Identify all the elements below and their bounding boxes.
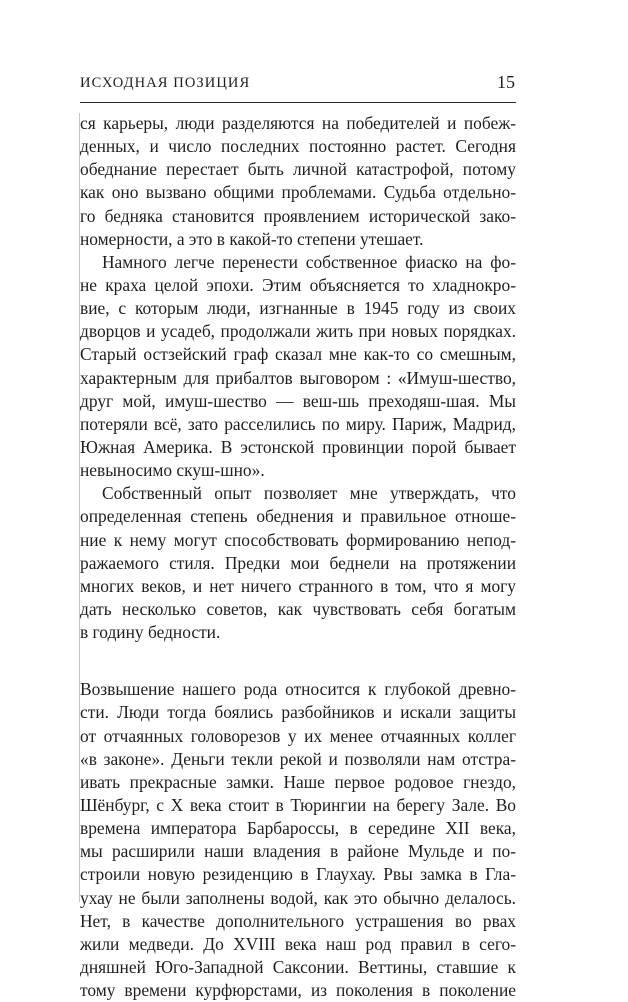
- text-line: номерности, а это в какой-то степени утешает.: [80, 228, 424, 249]
- text-line: не краха целой эпохи. Этим объясняется то хладнокро-: [80, 274, 516, 295]
- text-line: ние к нему могут способствовать формированию непод-: [80, 529, 516, 550]
- text-line: ивать прекрасные замки. Наше первое родовое гнездо,: [80, 771, 516, 792]
- text-line: денных, и число последних постоянно растет. Сегодня: [80, 136, 516, 157]
- text-line: как оно вызвано общими проблемами. Судьба отдельно-: [80, 182, 516, 203]
- text-line: характерным для прибалтов выговором : «Имуш-шество,: [80, 367, 516, 388]
- text-line: дняшней Юго-Западной Саксонии. Веттины, ставшие к: [80, 956, 516, 977]
- text-line: ухау не были заполнены водой, как это обычно делалось.: [80, 887, 516, 908]
- text-line: сти. Люди тогда боялись разбойников и искали защиты: [80, 702, 516, 723]
- text-line: Южная Америка. В эстонской провинции порой бывает: [80, 436, 516, 457]
- paragraph-3: [80, 482, 516, 644]
- text-line: друг мой, имуш-шество — веш-шь преходяш-шая. Мы: [80, 390, 516, 411]
- text-line: тому времени курфюрстами, из поколения в поколение: [80, 980, 516, 1001]
- text-line: потеряли всё, зато расселились по миру. Париж, Мадрид,: [80, 413, 516, 434]
- paragraph-1: [80, 112, 516, 251]
- text-line: «в законе». Деньги текли рекой и позволяли нам отстра-: [80, 748, 516, 769]
- text-line: Возвышение нашего рода относится к глубокой древно-: [80, 679, 516, 700]
- text-line: Шёнбург, с X века стоит в Тюрингии на берегу Зале. Во: [80, 794, 516, 815]
- paragraph-2: [80, 251, 516, 482]
- text-line: многих веков, и нет ничего странного в том, что я могу: [80, 575, 516, 596]
- text-line: вие, с которым люди, изгнанные в 1945 году из своих: [80, 298, 516, 319]
- text-line: времена императора Барбароссы, в середине XII века,: [80, 818, 516, 839]
- text-line: мы расширили наши владения в районе Мульде и по-: [80, 841, 516, 862]
- text-line: дать несколько советов, как чувствовать себя богатым: [80, 598, 516, 619]
- text-line: от отчаянных головорезов у их менее отчаянных коллег: [80, 725, 516, 746]
- text-line: определенная степень обеднения и правильное отноше-: [80, 506, 516, 527]
- page-header: [80, 72, 516, 103]
- text-line: го бедняка становится проявлением исторической зако-: [80, 205, 516, 226]
- text-line: ся карьеры, люди разделяются на победителей и побеж-: [80, 113, 516, 133]
- text-line: Старый остзейский граф сказал мне как-то со смешным,: [80, 344, 516, 365]
- body-text: [80, 112, 516, 1002]
- text-line: в годину бедности.: [80, 622, 221, 643]
- page-number: 15: [497, 72, 515, 92]
- text-line: Нет, в качестве дополнительного устрашения во рвах: [80, 910, 516, 931]
- text-line: Собственный опыт позволяет мне утверждать, что: [102, 483, 516, 504]
- text-line: строили новую резиденцию в Глаухау. Рвы замка в Гла-: [80, 864, 516, 885]
- text-line: обеднание перестает быть личной катастрофой, потому: [80, 159, 516, 180]
- text-line: Намного легче перенести собственное фиаско на фо-: [102, 251, 516, 272]
- text-line: дворцов и усадеб, продолжали жить при новых порядках.: [80, 321, 516, 342]
- paragraph-4: [80, 678, 516, 1002]
- text-line: жили медведи. До XVIII века наш род правил в сего-: [80, 933, 516, 954]
- text-line: невыносимо скуш-шно».: [80, 460, 265, 481]
- text-line: ражаемого стиля. Предки мои беднели на протяжении: [80, 552, 516, 573]
- section-gap: [80, 644, 516, 678]
- running-title: ИСХОДНАЯ ПОЗИЦИЯ: [80, 75, 251, 91]
